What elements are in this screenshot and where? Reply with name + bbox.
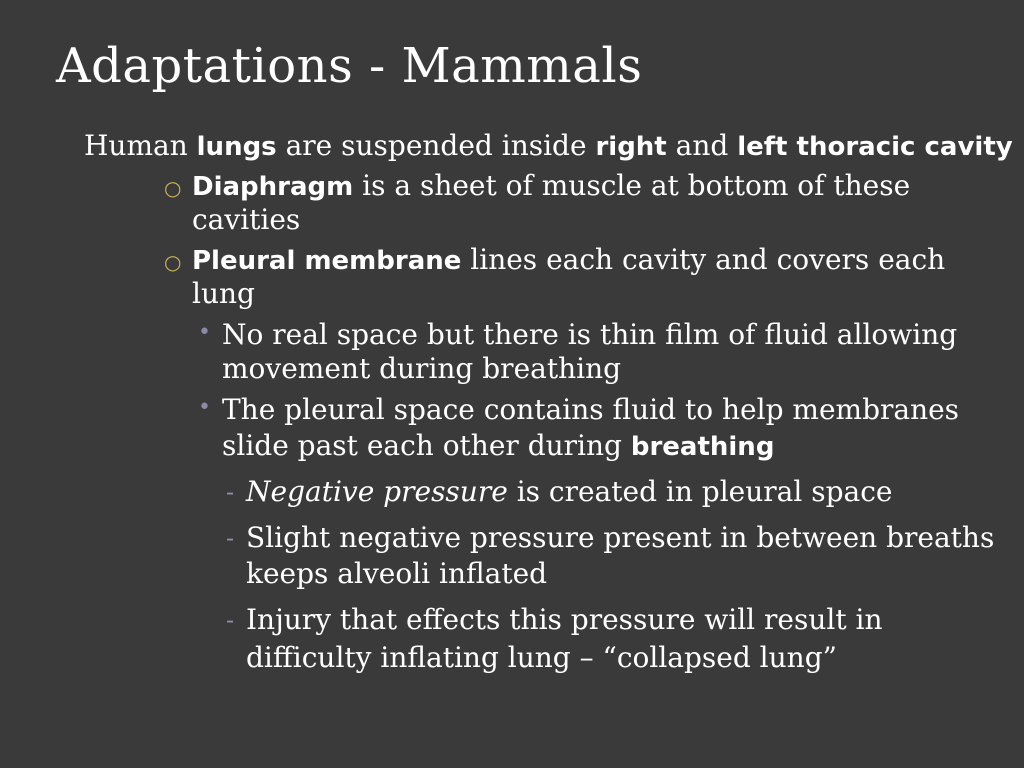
circle-bullet-icon: ○ bbox=[164, 250, 182, 274]
text-fragment: and bbox=[666, 129, 738, 162]
text-fragment: slide past each other during bbox=[222, 429, 631, 462]
dot-bullet-icon: • bbox=[198, 320, 211, 345]
dot-bullet-icon: • bbox=[198, 395, 211, 420]
text-fragment: is a sheet of muscle at bottom of these bbox=[353, 169, 911, 202]
bold-term-breathing: breathing bbox=[630, 432, 775, 462]
body-line-lungs bbox=[84, 129, 1013, 162]
body-line-diaphragm-1 bbox=[192, 169, 911, 202]
bold-term-pleural-membrane: Pleural membrane bbox=[192, 246, 462, 276]
text-fragment: are suspended inside bbox=[276, 129, 596, 162]
body-line-injury-1: Injury that effects this pressure will result in bbox=[246, 603, 883, 636]
body-line-pleural-space-2 bbox=[222, 429, 775, 462]
bold-term-diaphragm: Diaphragm bbox=[192, 172, 354, 202]
body-line-slight-2: keeps alveoli inflated bbox=[246, 557, 548, 590]
body-line-diaphragm-2: cavities bbox=[192, 203, 301, 236]
body-line-injury-2: difficulty inflating lung – “collapsed lung” bbox=[246, 641, 837, 674]
dash-bullet-icon: - bbox=[226, 478, 235, 506]
body-line-pleural-1 bbox=[192, 243, 946, 276]
bold-term-lungs: lungs bbox=[196, 132, 277, 162]
circle-bullet-icon: ○ bbox=[164, 176, 182, 200]
body-line-pleural-space-1: The pleural space contains fluid to help membranes bbox=[222, 393, 960, 426]
text-fragment: Human bbox=[84, 129, 197, 162]
body-line-no-space-1: No real space but there is thin film of fluid allowing bbox=[222, 318, 958, 351]
dash-bullet-icon: - bbox=[226, 606, 235, 634]
slide-title: Adaptations - Mammals bbox=[56, 38, 643, 94]
body-line-slight-1: Slight negative pressure present in between breaths bbox=[246, 521, 995, 554]
body-line-no-space-2: movement during breathing bbox=[222, 352, 622, 385]
dash-bullet-icon: - bbox=[226, 524, 235, 552]
bold-term-right: right bbox=[595, 132, 667, 162]
bold-term-left-thoracic-cavity: left thoracic cavity bbox=[737, 132, 1013, 162]
body-line-negative-pressure bbox=[246, 475, 893, 508]
text-fragment: is created in pleural space bbox=[507, 475, 893, 508]
body-line-pleural-2: lung bbox=[192, 277, 255, 310]
text-fragment: lines each cavity and covers each bbox=[461, 243, 946, 276]
italic-term-negative-pressure: Negative pressure bbox=[246, 475, 508, 508]
